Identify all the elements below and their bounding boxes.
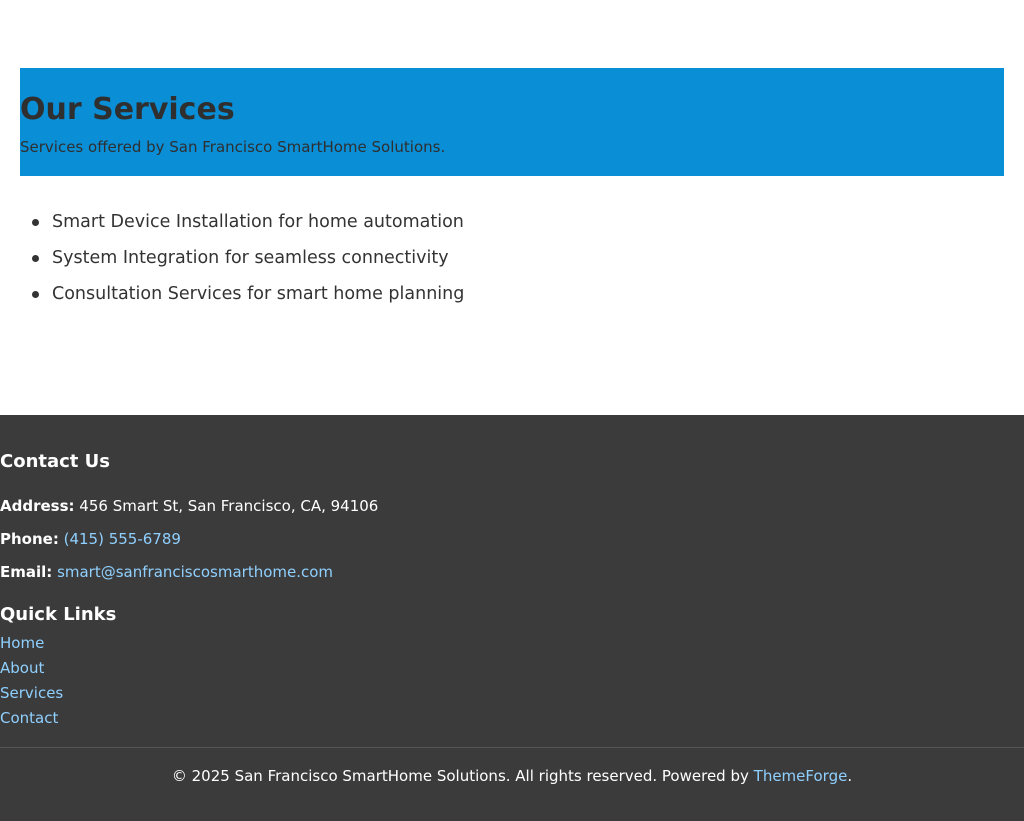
contact-email bbox=[0, 561, 333, 583]
list-item bbox=[0, 681, 63, 706]
contact-phone bbox=[0, 528, 181, 550]
copyright-period: . bbox=[847, 767, 853, 785]
service-label: Consultation Services for smart home planning bbox=[52, 284, 465, 304]
service-label: Smart Device Installation for home automation bbox=[52, 212, 464, 232]
themeforge-link[interactable]: ThemeForge bbox=[753, 767, 848, 785]
address-label: Address: bbox=[0, 497, 75, 515]
email-link[interactable]: smart@sanfranciscosmarthome.com bbox=[57, 563, 334, 581]
copyright-text: © 2025 San Francisco SmartHome Solutions. All rights reserved. Powered by bbox=[171, 767, 749, 785]
list-item bbox=[0, 631, 63, 656]
address-value: 456 Smart St, San Francisco, CA, 94106 bbox=[79, 497, 379, 515]
footer-link-home[interactable]: Home bbox=[0, 634, 45, 652]
service-label: System Integration for seamless connectivity bbox=[52, 248, 449, 268]
bullet-icon bbox=[32, 291, 39, 298]
footer-divider bbox=[0, 747, 1024, 748]
footer-link-contact[interactable]: Contact bbox=[0, 709, 59, 727]
list-item bbox=[52, 204, 464, 240]
list-item bbox=[0, 706, 63, 731]
page-title: Our Services bbox=[20, 92, 235, 127]
list-item bbox=[52, 240, 464, 276]
services-hero-banner bbox=[20, 68, 1004, 176]
quick-links-list bbox=[0, 631, 63, 731]
site-footer bbox=[0, 415, 1024, 821]
contact-address bbox=[0, 495, 378, 517]
services-list bbox=[52, 204, 464, 312]
page-subtitle: Services offered by San Francisco SmartHome Solutions. bbox=[20, 138, 446, 156]
bullet-icon bbox=[32, 255, 39, 262]
copyright-notice bbox=[0, 765, 1024, 787]
email-label: Email: bbox=[0, 563, 53, 581]
bullet-icon bbox=[32, 219, 39, 226]
list-item bbox=[0, 656, 63, 681]
list-item bbox=[52, 276, 464, 312]
contact-heading: Contact Us bbox=[0, 451, 111, 472]
phone-label: Phone: bbox=[0, 530, 59, 548]
footer-link-services[interactable]: Services bbox=[0, 684, 64, 702]
footer-link-about[interactable]: About bbox=[0, 659, 45, 677]
quick-links-heading: Quick Links bbox=[0, 604, 117, 625]
phone-link[interactable]: (415) 555-6789 bbox=[63, 530, 181, 548]
